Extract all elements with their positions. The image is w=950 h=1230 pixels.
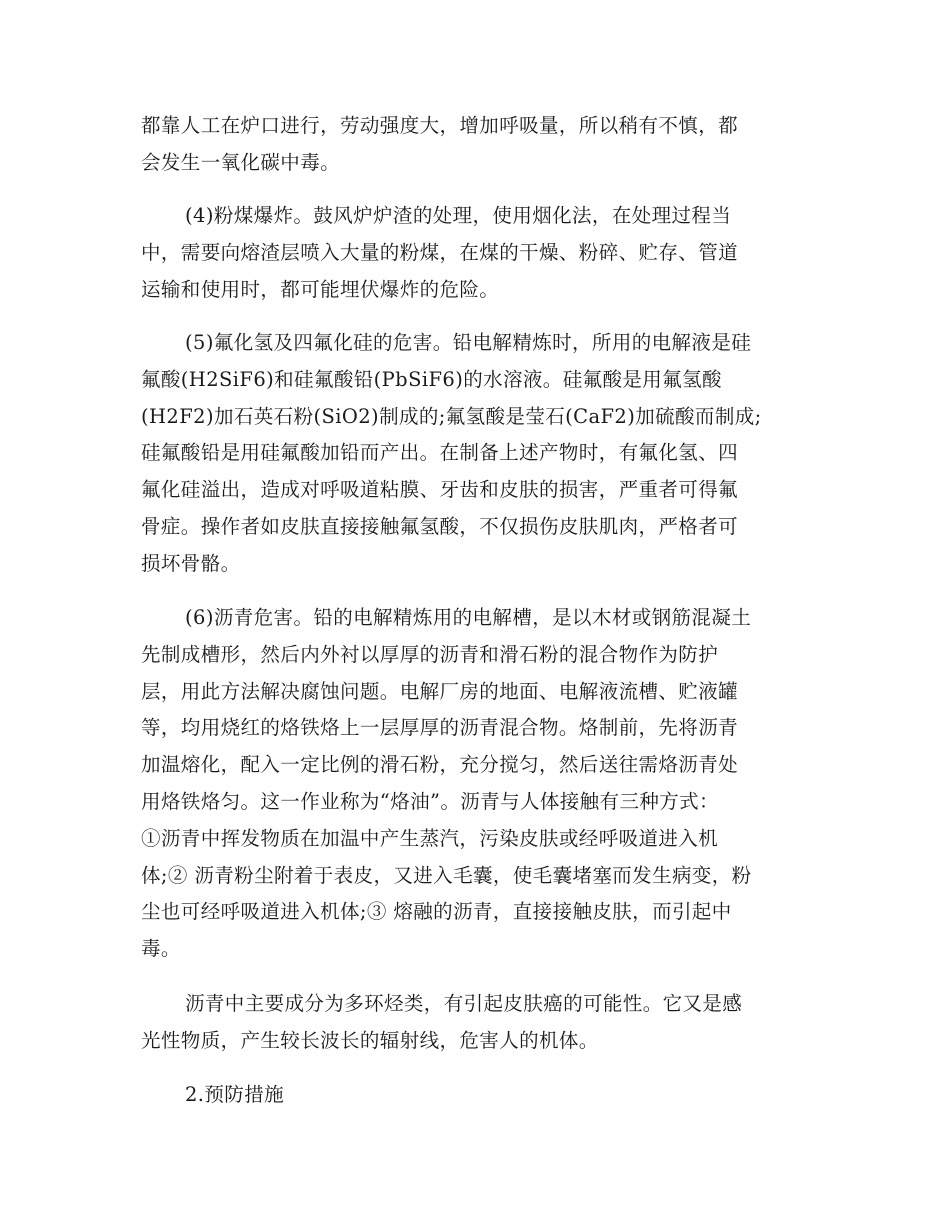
paragraph-line: 沥青中主要成分为多环烃类，有引起皮肤癌的可能性。它又是感 bbox=[185, 992, 743, 1015]
paragraph-line: 层，用此方法解决腐蚀问题。电解厂房的地面、电解液流槽、贮液罐 bbox=[141, 679, 739, 703]
paragraph-line: 骨症。操作者如皮肤直接接触氟氢酸，不仅损伤皮肤肌肉，严格者可 bbox=[141, 514, 739, 538]
paragraph-line: 加温熔化，配入一定比例的滑石粉，充分搅匀，然后送往需烙沥青处 bbox=[141, 753, 739, 777]
paragraph-line: (6)沥青危害。铅的电解精炼用的电解槽，是以木材或钢筋混凝土 bbox=[185, 606, 752, 629]
paragraph-line: 尘也可经呼吸道进入机体;③ 熔融的沥青，直接接触皮肤，而引起中 bbox=[141, 900, 732, 924]
paragraph-line: 损坏骨骼。 bbox=[141, 551, 241, 575]
paragraph-line: 用烙铁烙匀。这一作业称为“烙油”。沥青与人体接触有三种方式： bbox=[141, 789, 719, 813]
paragraph-3 bbox=[141, 325, 811, 583]
paragraph-line: 都靠人工在炉口进行，劳动强度大，增加呼吸量，所以稍有不慎，都 bbox=[141, 114, 739, 137]
paragraph-line: 毒。 bbox=[141, 937, 181, 961]
paragraph-line: 等，均用烧红的烙铁烙上一层厚厚的沥青混合物。烙制前，先将沥青 bbox=[141, 716, 739, 740]
paragraph-1 bbox=[141, 108, 811, 182]
section-heading-text: 2.预防措施 bbox=[185, 1083, 285, 1106]
paragraph-line: (5)氟化氢及四氟化硅的危害。铅电解精炼时，所用的电解液是硅 bbox=[185, 331, 752, 354]
paragraph-2 bbox=[141, 198, 811, 308]
section-heading bbox=[141, 1077, 811, 1114]
paragraph-line: 硅氟酸铅是用硅氟酸加铅而产出。在制备上述产物时，有氟化氢、四 bbox=[141, 441, 739, 465]
paragraph-line: ①沥青中挥发物质在加温中产生蒸汽，污染皮肤或经呼吸道进入机 bbox=[141, 826, 719, 850]
paragraph-5 bbox=[141, 986, 811, 1060]
paragraph-line: 氟酸(H2SiF6)和硅氟酸铅(PbSiF6)的水溶液。硅氟酸是用氟氢酸 bbox=[141, 367, 722, 391]
paragraph-line: 中，需要向熔渣层喷入大量的粉煤，在煤的干燥、粉碎、贮存、管道 bbox=[141, 240, 739, 264]
paragraph-line: 先制成槽形，然后内外衬以厚厚的沥青和滑石粉的混合物作为防护 bbox=[141, 642, 719, 666]
paragraph-line: 光性物质，产生较长波长的辐射线，危害人的机体。 bbox=[141, 1028, 599, 1052]
paragraph-line: (4)粉煤爆炸。鼓风炉炉渣的处理，使用烟化法，在处理过程当 bbox=[185, 204, 732, 227]
paragraph-4 bbox=[141, 600, 811, 968]
paragraph-line: 氟化硅溢出，造成对呼吸道粘膜、牙齿和皮肤的损害，严重者可得氟 bbox=[141, 478, 739, 502]
paragraph-line: 体;② 沥青粉尘附着于表皮，又进入毛囊，使毛囊堵塞而发生病变，粉 bbox=[141, 863, 752, 887]
paragraph-line: 会发生一氧化碳中毒。 bbox=[141, 150, 341, 174]
paragraph-line: 运输和使用时，都可能埋伏爆炸的危险。 bbox=[141, 277, 500, 301]
paragraph-line: (H2F2)加石英石粉(SiO2)制成的;氟氢酸是莹石(CaF2)加硫酸而制成; bbox=[141, 404, 762, 428]
